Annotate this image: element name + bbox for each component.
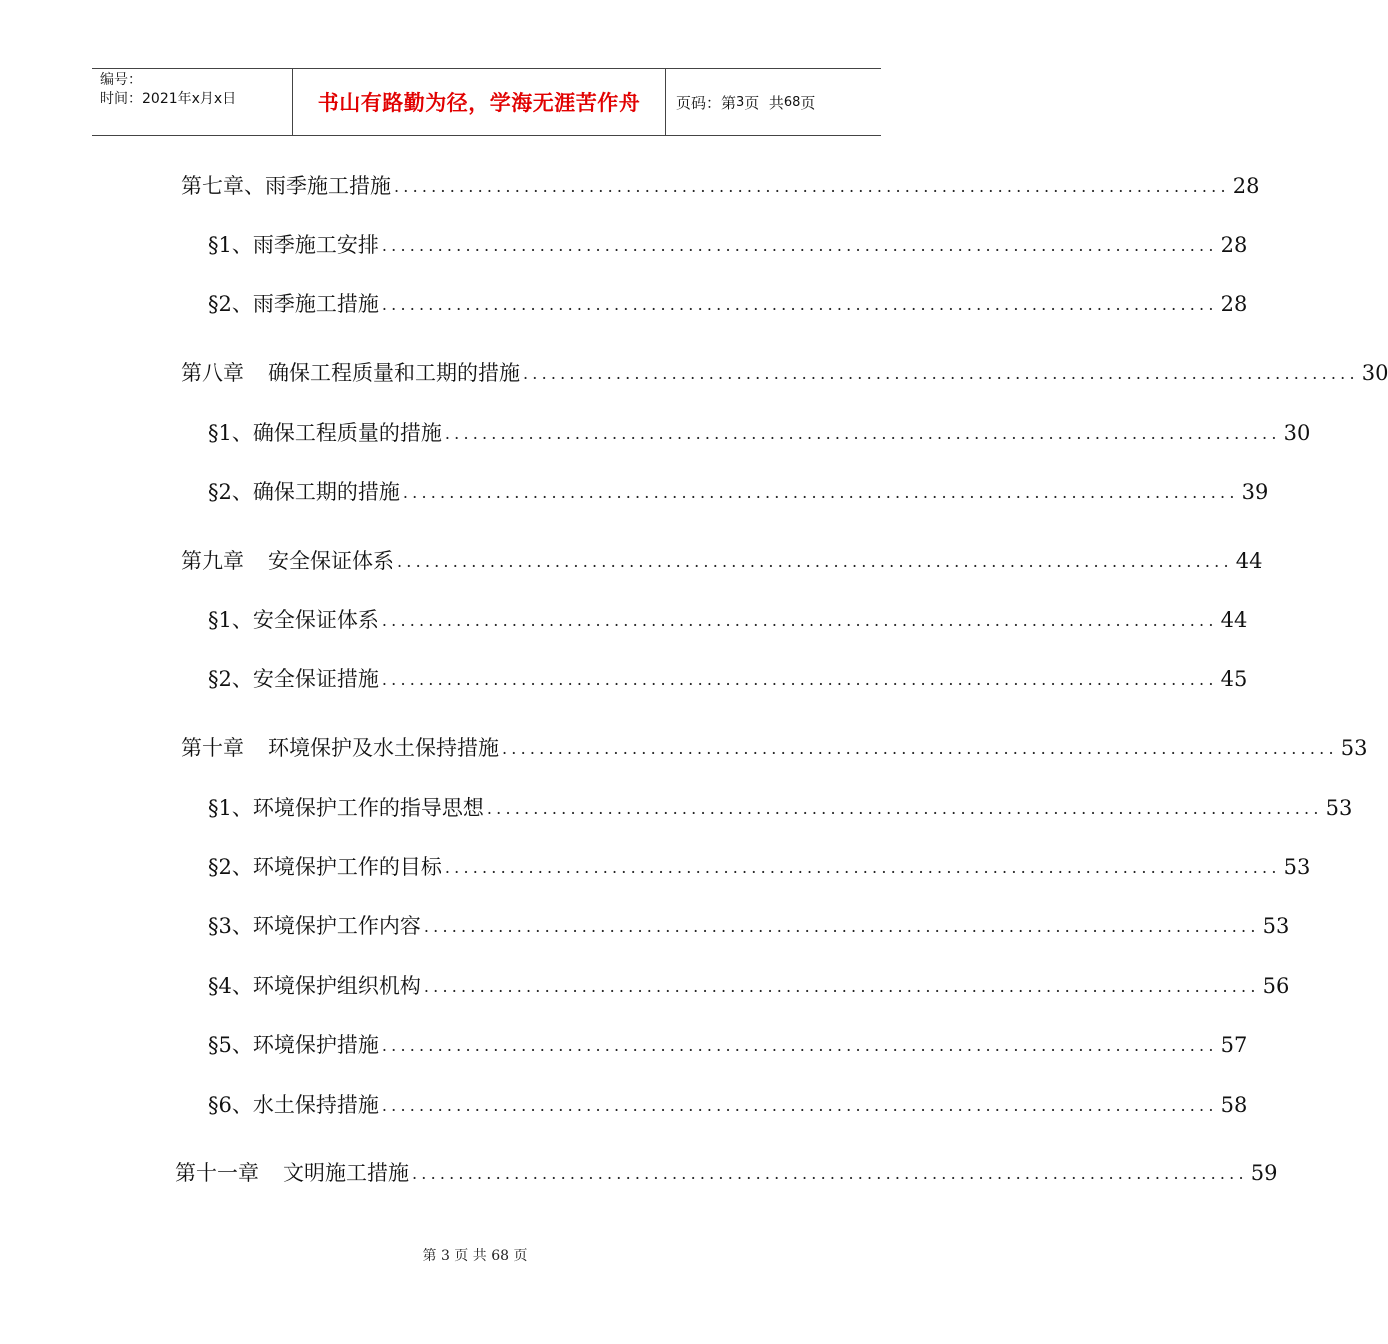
chapter-number: 第九章 xyxy=(181,549,244,573)
toc-chapter-11[interactable] xyxy=(175,1158,1278,1188)
toc-page-number: 44 xyxy=(1220,608,1248,632)
toc-section[interactable] xyxy=(208,230,1248,260)
toc-page-number: 53 xyxy=(1283,855,1311,879)
header-motto: 书山有路勤为径，学海无涯苦作舟 xyxy=(293,69,666,135)
toc-chapter-7[interactable] xyxy=(181,171,1260,201)
toc-label: §2、雨季施工措施 xyxy=(208,292,379,316)
chapter-title: 文明施工措施 xyxy=(283,1161,409,1185)
toc-page-number: 53 xyxy=(1325,796,1353,820)
toc-page-number: 44 xyxy=(1235,549,1263,573)
toc-section[interactable] xyxy=(208,911,1290,941)
document-time-label: 时间：2021年x月x日 xyxy=(100,91,237,107)
page-current: 3 xyxy=(736,94,745,110)
chapter-title: 确保工程质量和工期的措施 xyxy=(268,361,520,385)
toc-label: §2、安全保证措施 xyxy=(208,667,379,691)
toc-leader-dots: .......................................................................................... xyxy=(444,424,1281,443)
toc-leader-dots: .......................................................................................... xyxy=(423,917,1260,936)
toc-section[interactable] xyxy=(208,1090,1248,1120)
toc-leader-dots: .......................................................................................... xyxy=(423,977,1260,996)
toc-chapter-8[interactable] xyxy=(181,358,1388,388)
toc-page-number: 39 xyxy=(1241,480,1269,504)
toc-page-number: 58 xyxy=(1220,1093,1248,1117)
toc-leader-dots: .......................................................................................... xyxy=(397,552,1233,571)
toc-section[interactable] xyxy=(208,793,1353,823)
toc-label: §1、安全保证体系 xyxy=(208,608,379,632)
chapter-title: 安全保证体系 xyxy=(268,549,394,573)
toc-label: §3、环境保护工作内容 xyxy=(208,914,421,938)
header-meta xyxy=(92,69,293,135)
toc-label: §4、环境保护组织机构 xyxy=(208,974,421,998)
toc-leader-dots: .......................................................................................... xyxy=(381,1036,1218,1055)
toc-label: §5、环境保护措施 xyxy=(208,1033,379,1057)
toc-page-number: 57 xyxy=(1220,1033,1248,1057)
page-header xyxy=(92,68,881,136)
toc-page-number: 28 xyxy=(1232,174,1260,198)
toc-leader-dots: .......................................................................................... xyxy=(523,364,1359,383)
toc-label xyxy=(181,733,499,763)
page-total: 68 xyxy=(783,94,801,110)
toc-label xyxy=(181,546,394,576)
toc-section[interactable] xyxy=(208,289,1248,319)
header-page-info xyxy=(666,69,881,135)
toc-label: §1、环境保护工作的指导思想 xyxy=(208,796,484,820)
toc-page-number: 30 xyxy=(1361,361,1388,385)
toc-leader-dots: .......................................................................................... xyxy=(381,295,1218,314)
toc-label xyxy=(181,358,520,388)
toc-leader-dots: .......................................................................................... xyxy=(502,739,1338,758)
page-footer: 第 3 页 共 68 页 xyxy=(422,1248,528,1264)
chapter-number: 第八章 xyxy=(181,361,244,385)
toc-leader-dots: .......................................................................................... xyxy=(381,236,1218,255)
toc-label: 第七章、雨季施工措施 xyxy=(181,174,391,198)
toc-leader-dots: .......................................................................................... xyxy=(444,858,1281,877)
toc-section[interactable] xyxy=(208,852,1311,882)
toc-leader-dots: .......................................................................................... xyxy=(381,611,1218,630)
page-mid: 页 共 xyxy=(744,93,784,112)
toc-leader-dots: .......................................................................................... xyxy=(381,670,1218,689)
toc-leader-dots: .......................................................................................... xyxy=(381,1096,1218,1115)
toc-leader-dots: .......................................................................................... xyxy=(394,177,1230,196)
toc-chapter-10[interactable] xyxy=(181,733,1368,763)
toc-page-number: 30 xyxy=(1283,421,1311,445)
toc-page-number: 28 xyxy=(1220,233,1248,257)
toc-page-number: 53 xyxy=(1262,914,1290,938)
toc-section[interactable] xyxy=(208,971,1290,1001)
chapter-title: 环境保护及水土保持措施 xyxy=(268,736,499,760)
toc-section[interactable] xyxy=(208,477,1269,507)
toc-label: §1、确保工程质量的措施 xyxy=(208,421,442,445)
page-suffix: 页 xyxy=(800,93,816,112)
toc-page-number: 28 xyxy=(1220,292,1248,316)
toc-page-number: 56 xyxy=(1262,974,1290,998)
toc-section[interactable] xyxy=(208,418,1311,448)
toc-label: §6、水土保持措施 xyxy=(208,1093,379,1117)
toc-chapter-9[interactable] xyxy=(181,546,1263,576)
document-number-label: 编号： xyxy=(100,72,142,88)
toc-section[interactable] xyxy=(208,1030,1248,1060)
toc-section[interactable] xyxy=(208,664,1248,694)
toc-leader-dots: .......................................................................................... xyxy=(402,483,1239,502)
toc-page-number: 53 xyxy=(1340,736,1368,760)
toc-page-number: 45 xyxy=(1220,667,1248,691)
toc-leader-dots: .......................................................................................... xyxy=(412,1164,1248,1183)
toc-label: §2、确保工期的措施 xyxy=(208,480,400,504)
toc-label: §1、雨季施工安排 xyxy=(208,233,379,257)
toc-leader-dots: .......................................................................................... xyxy=(486,799,1323,818)
toc-label xyxy=(175,1158,409,1188)
toc-page-number: 59 xyxy=(1250,1161,1278,1185)
toc-section[interactable] xyxy=(208,605,1248,635)
chapter-number: 第十一章 xyxy=(175,1161,259,1185)
chapter-number: 第十章 xyxy=(181,736,244,760)
toc-label: §2、环境保护工作的目标 xyxy=(208,855,442,879)
page-prefix: 页码：第 xyxy=(676,93,737,112)
